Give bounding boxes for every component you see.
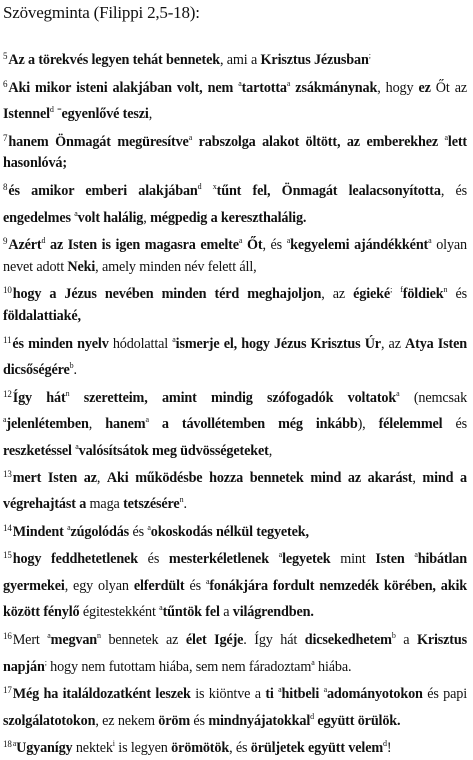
emphasized-text: és minden nyelv (12, 335, 109, 352)
emphasized-text: megvan (50, 632, 98, 649)
verse-text: bennetek az (100, 632, 186, 649)
emphasized-text: tűntök fel (162, 604, 220, 621)
verse-text: , (148, 106, 153, 123)
footnote-marker: d (41, 236, 46, 246)
footnote-marker: a (205, 576, 210, 586)
footnote-marker: a (323, 685, 327, 695)
verse-text: , ami a (219, 52, 261, 68)
emphasized-text: reszketéssel (3, 442, 72, 459)
emphasized-text: legyetek (282, 551, 331, 568)
emphasized-text: hibátlan gyermekei (3, 551, 467, 594)
verse-11 (3, 329, 467, 382)
emphasized-text: Isten (375, 551, 405, 568)
emphasized-text: Istennel (3, 106, 50, 123)
footnote-marker: d (383, 739, 387, 749)
emphasized-text: mindnyájatokkal (208, 712, 311, 729)
emphasized-text: egyenlővé teszi (61, 106, 149, 123)
footnote-marker: b (391, 631, 396, 641)
verse-text: égitestekként (79, 604, 160, 621)
footnote-marker: x (212, 181, 217, 191)
footnote-marker: a (74, 208, 78, 218)
footnote-marker: ; (390, 285, 393, 295)
emphasized-text: örömötök (171, 740, 230, 757)
footnote-marker: a (428, 236, 432, 246)
verse-number: 9 (3, 236, 8, 247)
verse-text: . (73, 362, 77, 379)
emphasized-text: mégpedig a kereszthalálig. (150, 209, 307, 226)
emphasized-text: ez (418, 79, 431, 96)
emphasized-text: együtt örülök. (317, 712, 401, 729)
emphasized-text: Krisztus Jézusban (260, 52, 369, 68)
emphasized-text: valósítsátok meg üdvösségeteket (78, 442, 269, 459)
verse-text: is legyen (114, 740, 172, 757)
emphasized-text: öröm (158, 712, 190, 729)
verse-15 (3, 544, 467, 624)
verse-list (3, 45, 467, 760)
emphasized-text: hanem (105, 416, 146, 433)
verse-number: 15 (3, 550, 12, 561)
verse-text: , (143, 209, 151, 226)
emphasized-text: Még ha italáldozatként leszek (12, 686, 191, 703)
emphasized-text: Aki mikor isteni alakjában volt, nem (8, 79, 239, 96)
emphasized-text: szolgálatotokon (3, 712, 96, 729)
verse-text: , az (321, 286, 354, 303)
emphasized-text: ti (265, 686, 274, 703)
emphasized-text: és amikor emberi alakjában (8, 182, 198, 199)
verse-text: , az (380, 335, 406, 352)
footnote-marker: d (310, 711, 314, 721)
footnote-marker: a (3, 415, 7, 425)
emphasized-text: örüljetek együtt velem (250, 740, 384, 757)
verse-text: és papi (422, 686, 467, 703)
emphasized-text: a távollétemben még inkább (161, 416, 358, 433)
verse-number: 12 (3, 388, 12, 399)
verse-text: , és (262, 237, 287, 254)
verse-text: , ez nekem (95, 712, 159, 729)
verse-text: , és (440, 182, 467, 199)
verse-number: 17 (3, 685, 12, 696)
verse-5 (3, 45, 467, 72)
emphasized-text: hanem Önmagát megüresítve (8, 133, 189, 150)
footnote-marker: b (69, 361, 74, 371)
footnote-marker: d (197, 181, 202, 191)
emphasized-text: kegyelemi ajándékként (290, 237, 429, 254)
verse-text: hogy nem futottam hiába, sem nem fáradoztam (46, 658, 312, 675)
footnote-marker: a (147, 522, 151, 532)
footnote-marker: ; (368, 51, 371, 60)
verse-number: 14 (3, 522, 12, 533)
emphasized-text: félelemmel (378, 416, 443, 433)
verse-text: , (96, 469, 107, 486)
verse-10 (3, 279, 467, 327)
footnote-marker: a (47, 631, 51, 641)
emphasized-text: Neki (67, 258, 96, 275)
verse-text (69, 390, 83, 406)
footnote-marker: a (238, 236, 243, 246)
emphasized-text: tetszésére (123, 496, 180, 513)
verse-text: . (183, 496, 187, 513)
footnote-marker: d (49, 105, 54, 115)
footnote-marker: n (97, 631, 101, 641)
footnote-marker: a (67, 522, 71, 532)
verse-text: Őt az (430, 79, 468, 96)
footnote-marker: a (159, 603, 163, 613)
verse-text: és (129, 523, 148, 540)
emphasized-text: lett hasonlóvá; (3, 133, 467, 172)
emphasized-text: Őt (242, 237, 263, 254)
verse-7 (3, 127, 467, 175)
verse-14 (3, 517, 467, 544)
verse-text: , egy olyan (64, 577, 134, 594)
emphasized-text: tartotta (241, 79, 287, 96)
verse-text: és (190, 712, 209, 729)
verse-text: , (268, 442, 273, 459)
verse-text (269, 551, 279, 567)
emphasized-text: Atya Isten dicsőségére (3, 335, 467, 379)
footnote-marker: a (286, 236, 291, 246)
emphasized-text: Aki működésbe hozza bennetek mind az akarást (106, 469, 413, 486)
verse-text (202, 183, 213, 199)
verse-text: hódolattal (108, 335, 173, 352)
emphasized-text: dicsekedhetem (304, 632, 392, 649)
emphasized-text: az Isten is igen magasra emelte (50, 237, 239, 254)
emphasized-text: rabszolga alakot öltött, az emberekhez (192, 133, 445, 150)
verse-12 (3, 383, 467, 463)
verse-text: Mert (12, 632, 48, 649)
verse-text: maga (86, 496, 124, 513)
footnote-marker: a (238, 78, 242, 88)
verse-text: is kiöntve a (190, 686, 266, 703)
footnote-marker: f (400, 285, 403, 295)
page-title: Szövegminta (Filippi 2,5-18): (3, 3, 200, 22)
emphasized-text: nemzedék körében, akik között fénylő (3, 577, 468, 621)
emphasized-text: földalattiaké, (3, 307, 81, 324)
verse-text: mint (330, 551, 376, 568)
footnote-marker: a (75, 441, 79, 451)
footnote-marker: = (57, 105, 62, 115)
emphasized-text: okoskodás (150, 523, 213, 540)
emphasized-text: ismerje el, hogy Jézus Krisztus Úr (175, 335, 381, 352)
emphasized-text: hogy a Jézus nevében minden térd meghajoljon (12, 286, 322, 303)
emphasized-text: fonákjára fordult (209, 577, 315, 594)
verse-text: a (395, 632, 417, 649)
verse-18 (3, 733, 467, 760)
verse-text: , hogy (377, 79, 419, 96)
footnote-marker: a (286, 78, 291, 88)
verse-9 (3, 230, 467, 278)
emphasized-text: zúgolódás (70, 523, 130, 540)
verse-text (149, 416, 162, 432)
verse-text: , amely minden név felett áll, (95, 258, 257, 275)
verse-13 (3, 464, 467, 516)
footnote-marker: a (278, 685, 282, 695)
footnote-marker: a (414, 550, 418, 560)
verse-number: 5 (3, 51, 8, 61)
footnote-marker: a (145, 415, 149, 425)
footnote-marker: a (278, 550, 283, 560)
footnote-marker: a (444, 132, 448, 142)
emphasized-text: hogy feddhetetlenek (12, 551, 138, 568)
verse-text: ! (386, 740, 392, 757)
verse-number: 7 (3, 132, 8, 143)
emphasized-text: Azért (8, 237, 42, 254)
emphasized-text: Az a törekvés legyen tehát bennetek (8, 52, 220, 68)
verse-text: , (412, 469, 423, 486)
verse-8 (3, 176, 467, 229)
footnote-marker: n (443, 285, 448, 295)
emphasized-text: Ugyanígy (16, 740, 73, 757)
emphasized-text: engedelmes (3, 209, 75, 226)
emphasized-text: nélkül tegyetek, (215, 523, 309, 540)
verse-number: 8 (3, 181, 8, 192)
emphasized-text: Így hát (12, 389, 66, 406)
footnote-marker: n (65, 388, 70, 398)
verse-text: , (88, 416, 106, 433)
emphasized-text: hitbeli (281, 686, 320, 703)
emphasized-text: zsákmánynak (290, 79, 378, 96)
verse-text: és (447, 286, 467, 303)
verse-text: ), (357, 416, 379, 433)
emphasized-text: elferdült (133, 577, 185, 594)
emphasized-text: volt halálig (77, 209, 144, 226)
verse-number: 18 (3, 739, 12, 750)
verse-text: és (442, 416, 468, 433)
footnote-marker: a (311, 657, 315, 667)
emphasized-text: adományotokon (326, 686, 423, 703)
footnote-marker: i (112, 739, 115, 749)
verse-text: , és (229, 740, 251, 757)
verse-16 (3, 625, 467, 678)
emphasized-text: Mindent (12, 523, 68, 540)
footnote-marker: n (179, 495, 184, 505)
emphasized-text: Krisztus napján (3, 632, 467, 675)
verse-number: 6 (3, 78, 8, 89)
footnote-marker: a (396, 388, 400, 398)
emphasized-text: világrendben. (232, 604, 314, 621)
verse-text: nektek (72, 740, 113, 757)
footnote-marker: ; (44, 657, 47, 667)
verse-number: 10 (3, 285, 12, 296)
emphasized-text: égieké (353, 286, 391, 303)
verse-text: és (137, 551, 169, 568)
verse-text: olyan nevet adott (3, 237, 467, 275)
footnote-marker: a (172, 334, 176, 344)
emphasized-text: mesterkéletlenek (168, 551, 269, 568)
emphasized-text: mind a végrehajtást a (3, 469, 467, 513)
verse-number: 13 (3, 468, 12, 479)
emphasized-text: jelenlétemben (6, 416, 89, 433)
verse-number: 16 (3, 631, 12, 642)
verse-6 (3, 73, 467, 126)
emphasized-text: élet Igéje (185, 632, 244, 649)
emphasized-text: tűnt fel, Önmagát lealacsonyította (216, 182, 441, 199)
verse-number: 11 (3, 334, 12, 345)
verse-text: és (184, 577, 206, 594)
verse-text (405, 550, 418, 567)
emphasized-text: mert Isten az (12, 469, 97, 486)
footnote-marker: a (12, 739, 17, 749)
verse-text: hiába. (314, 658, 352, 675)
verse-text: (nemcsak (399, 389, 468, 406)
emphasized-text: földiek (402, 286, 444, 303)
emphasized-text: szeretteim, amint mindig szófogadók voltatok (83, 389, 397, 406)
verse-text: . Így hát (243, 632, 305, 649)
verse-text: a (219, 604, 233, 621)
footnote-marker: a (188, 132, 193, 142)
